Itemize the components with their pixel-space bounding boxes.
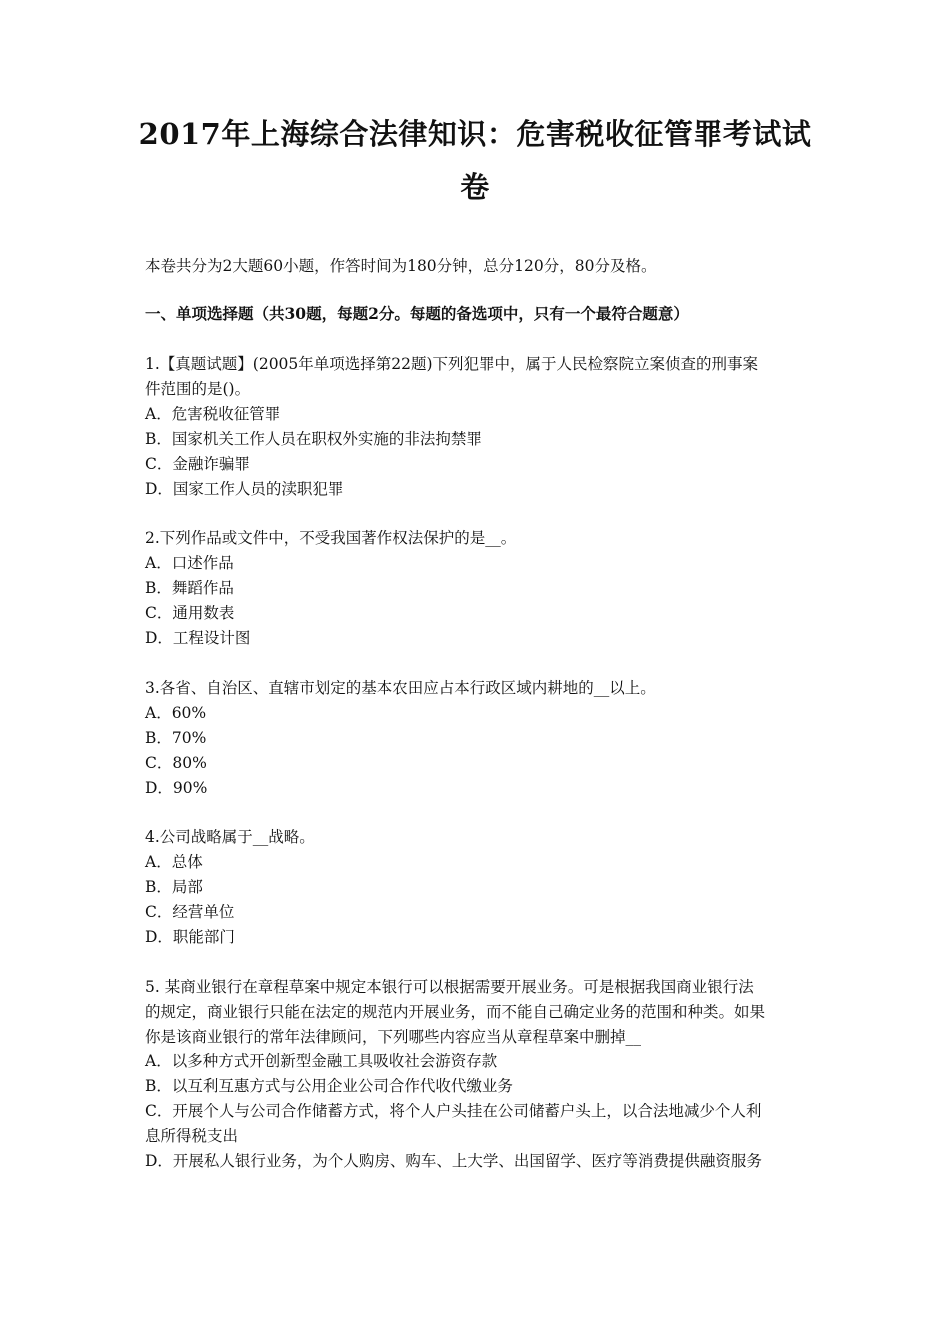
exam-intro: 本卷共分为2大题60小题，作答时间为180分钟，总分120分，80分及格。	[145, 257, 657, 275]
question-5-stem-line-2: 的规定，商业银行只能在法定的规范内开展业务，而不能自己确定业务的范围和种类。如果	[145, 1003, 766, 1021]
question-2-option-b: B．舞蹈作品	[145, 579, 234, 597]
question-5-option-c-line-2: 息所得税支出	[145, 1127, 239, 1145]
question-5-option-b: B．以互利互惠方式与公用企业公司合作代收代缴业务	[145, 1077, 513, 1095]
question-5-option-c-line-1: C．开展个人与公司合作储蓄方式，将个人户头挂在公司储蓄户头上，以合法地减少个人利	[145, 1102, 762, 1120]
question-1-option-b: B．国家机关工作人员在职权外实施的非法拘禁罪	[145, 430, 482, 448]
question-2-stem: 2.下列作品或文件中，不受我国著作权法保护的是__。	[145, 529, 517, 547]
question-5-stem-line-3: 你是该商业银行的常年法律顾问，下列哪些内容应当从章程草案中删掉__	[145, 1028, 642, 1046]
question-4-stem: 4.公司战略属于__战略。	[145, 828, 315, 846]
question-4-option-a: A．总体	[145, 853, 203, 871]
question-5-stem-line-1: 5. 某商业银行在章程草案中规定本银行可以根据需要开展业务。可是根据我国商业银行法	[145, 978, 754, 996]
question-5-option-a: A．以多种方式开创新型金融工具吸收社会游资存款	[145, 1052, 498, 1070]
question-3-option-d: D．90%	[145, 779, 208, 797]
question-1-option-c: C．金融诈骗罪	[145, 455, 250, 473]
section-header: 一、单项选择题（共30题，每题2分。每题的备选项中，只有一个最符合题意）	[145, 304, 689, 323]
document-title-line-1: 2017年上海综合法律知识：危害税收征管罪考试试	[138, 117, 812, 151]
question-3-option-b: B．70%	[145, 729, 207, 747]
question-3-stem: 3.各省、自治区、直辖市划定的基本农田应占本行政区域内耕地的__以上。	[145, 679, 656, 697]
question-5-option-d: D．开展私人银行业务，为个人购房、购车、上大学、出国留学、医疗等消费提供融资服务	[145, 1152, 762, 1170]
question-4-option-b: B．局部	[145, 878, 203, 896]
question-1-stem-line-2: 件范围的是()。	[145, 380, 251, 398]
question-2-option-a: A．口述作品	[145, 554, 234, 572]
question-1-option-d: D．国家工作人员的渎职犯罪	[145, 480, 344, 498]
question-2-option-d: D．工程设计图	[145, 629, 251, 647]
document-title-line-2: 卷	[460, 170, 490, 204]
question-2-option-c: C．通用数表	[145, 604, 235, 622]
question-4-option-c: C．经营单位	[145, 903, 235, 921]
question-3-option-a: A．60%	[145, 704, 207, 722]
question-1-option-a: A．危害税收征管罪	[145, 405, 281, 423]
question-1-stem-line-1: 1.【真题试题】(2005年单项选择第22题)下列犯罪中，属于人民检察院立案侦查的刑事案	[145, 355, 759, 373]
question-4-option-d: D．职能部门	[145, 928, 235, 946]
question-3-option-c: C．80%	[145, 754, 207, 772]
